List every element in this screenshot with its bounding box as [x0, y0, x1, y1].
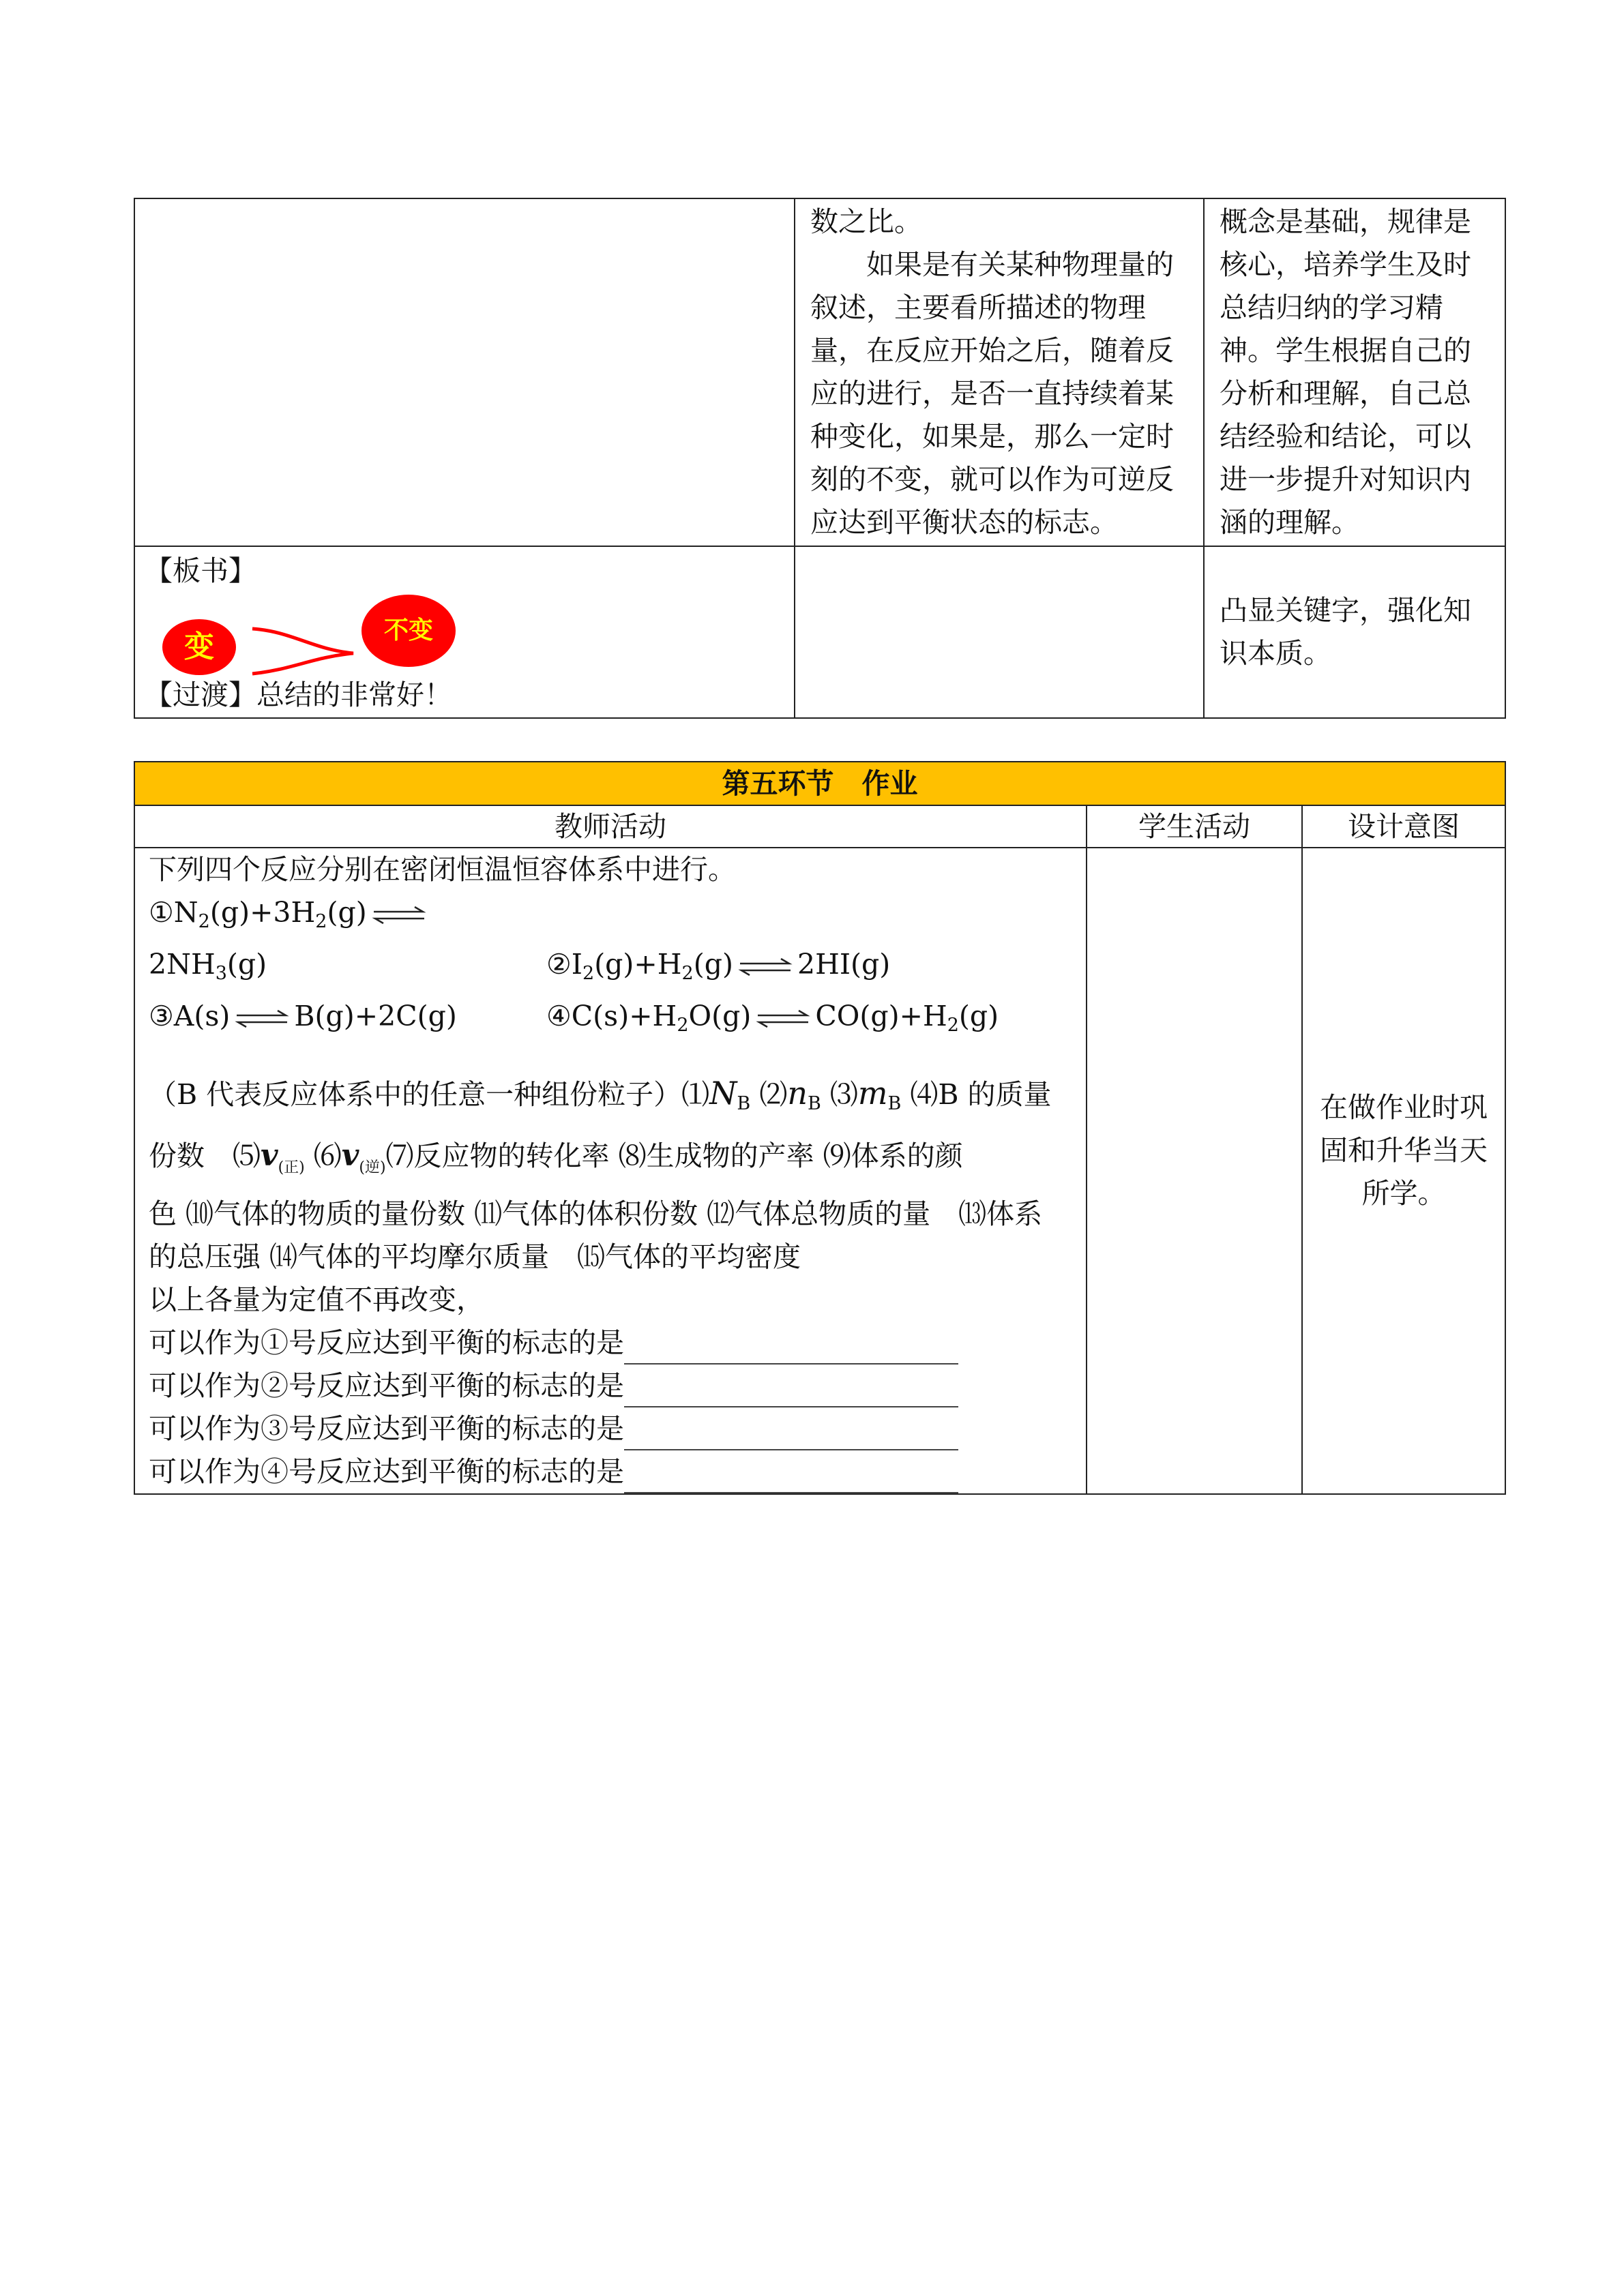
prompt-2: 可以作为②号反应达到平衡的标志的是 — [149, 1365, 1079, 1407]
col-header-design: 设计意图 — [1302, 805, 1505, 848]
homework-section-table — [134, 761, 1506, 1495]
reaction-1: $①N_2(g)+3H_2(g)$ $2NH_3(g)$ — [149, 891, 537, 995]
equilibrium-arrow-icon — [755, 1009, 811, 1029]
section-title: 第五环节 作业 — [134, 762, 1505, 805]
transition-text: 【过渡】总结的非常好！ — [145, 679, 452, 711]
prompt-4: 可以作为④号反应达到平衡的标志的是 — [149, 1450, 1079, 1493]
design-intent-cell — [1302, 848, 1505, 1494]
design-intent-cell — [1204, 198, 1505, 546]
board-diagram — [162, 595, 640, 676]
design-intent-cell — [1204, 546, 1505, 718]
teacher-activity-cell — [134, 848, 1087, 1494]
text-line: 凸显关键字，强化知 — [1220, 594, 1471, 627]
reaction-4: $④C(s)+H_2O(g)$ $CO(g)+H_2(g)$ — [546, 1000, 999, 1036]
reaction-2: $②I_2(g)+H_2(g)$ 2HI(g) — [546, 948, 891, 984]
answer-blank-3[interactable] — [624, 1419, 958, 1450]
intro-line: 下列四个反应分别在密闭恒温恒容体系中进行。 — [149, 853, 736, 886]
text-line: 刻的不变，就可以作为可逆反 — [810, 463, 1174, 496]
constant-line: 以上各量为定值不再改变， — [149, 1283, 484, 1316]
answer-blank-4[interactable] — [624, 1462, 958, 1493]
text-line: 涵的理解。 — [1220, 506, 1359, 539]
reaction-3: ③A(s) B(g)+2C(g) — [149, 1000, 457, 1032]
text-line: 神。学生根据自己的 — [1220, 334, 1471, 367]
text-line: 应达到平衡状态的标志。 — [810, 506, 1118, 539]
lesson-table-continued — [134, 198, 1506, 719]
funnel-arrow-icon — [251, 622, 360, 676]
answer-blank-1[interactable] — [624, 1333, 958, 1365]
text-line: 概念是基础，规律是 — [1220, 205, 1471, 238]
change-word: 变 — [184, 629, 214, 664]
equilibrium-arrow-icon — [234, 1009, 290, 1029]
equilibrium-arrow-icon — [737, 957, 793, 977]
prompt-3: 可以作为③号反应达到平衡的标志的是 — [149, 1407, 1079, 1450]
board-cell — [134, 546, 795, 718]
change-circle — [162, 619, 236, 675]
student-activity-cell — [795, 198, 1204, 546]
quantity-line-2: 份数 $⑸v_{(正)}$ $⑹v_{(逆)}⑺$反应物的转化率 ⑻生成物的产率 ⑼体系的颜 — [149, 1138, 963, 1176]
student-cell-empty — [795, 546, 1204, 718]
text-line: 总结归纳的学习精 — [1220, 291, 1443, 324]
answer-blank-2[interactable] — [624, 1376, 958, 1407]
text-line: 如果是有关某种物理量的 — [810, 248, 1174, 281]
text-line: 分析和理解，自己总 — [1220, 377, 1471, 410]
board-label: 【板书】 — [145, 554, 256, 587]
text-line: 叙述，主要看所描述的物理 — [810, 291, 1146, 324]
quantity-line-4: 的总压强 ⒁气体的平均摩尔质量 ⒂气体的平均密度 — [149, 1240, 801, 1273]
text-line: 应的进行，是否一直持续着某 — [810, 377, 1174, 410]
teacher-cell-empty — [134, 198, 795, 546]
nochange-word: 不变 — [383, 616, 433, 644]
text-line: 识本质。 — [1220, 637, 1331, 670]
reaction-row-2 — [149, 995, 1079, 1047]
text-line: 在做作业时巩 — [1320, 1090, 1488, 1124]
reaction-row-1 — [149, 891, 1079, 995]
prompt-1: 可以作为①号反应达到平衡的标志的是 — [149, 1322, 1079, 1365]
text-line: 所学。 — [1361, 1176, 1446, 1210]
text-line: 结经验和结论，可以 — [1220, 420, 1471, 453]
col-header-teacher: 教师活动 — [134, 805, 1087, 848]
text-line: 量，在反应开始之后，随着反 — [810, 334, 1174, 367]
text-line: 固和升华当天 — [1320, 1133, 1488, 1167]
nochange-circle — [361, 595, 456, 667]
student-activity-cell-empty — [1087, 848, 1302, 1494]
col-header-student: 学生活动 — [1087, 805, 1302, 848]
text-line: 数之比。 — [810, 205, 922, 238]
quantity-line-3: 色 ⑽气体的物质的量份数 ⑾气体的体积份数 ⑿气体总物质的量 ⒀体系 — [149, 1197, 1043, 1230]
quantity-line-1: （B 代表反应体系中的任意一种组份粒子）$⑴N_B$ $⑵n_B$ $⑶m_B$ ⑷B 的质量 — [149, 1075, 1052, 1114]
text-line: 进一步提升对知识内 — [1220, 463, 1471, 496]
text-line: 种变化，如果是，那么一定时 — [810, 420, 1174, 453]
text-line: 核心，培养学生及时 — [1220, 248, 1471, 281]
equilibrium-arrow-icon — [371, 905, 427, 925]
